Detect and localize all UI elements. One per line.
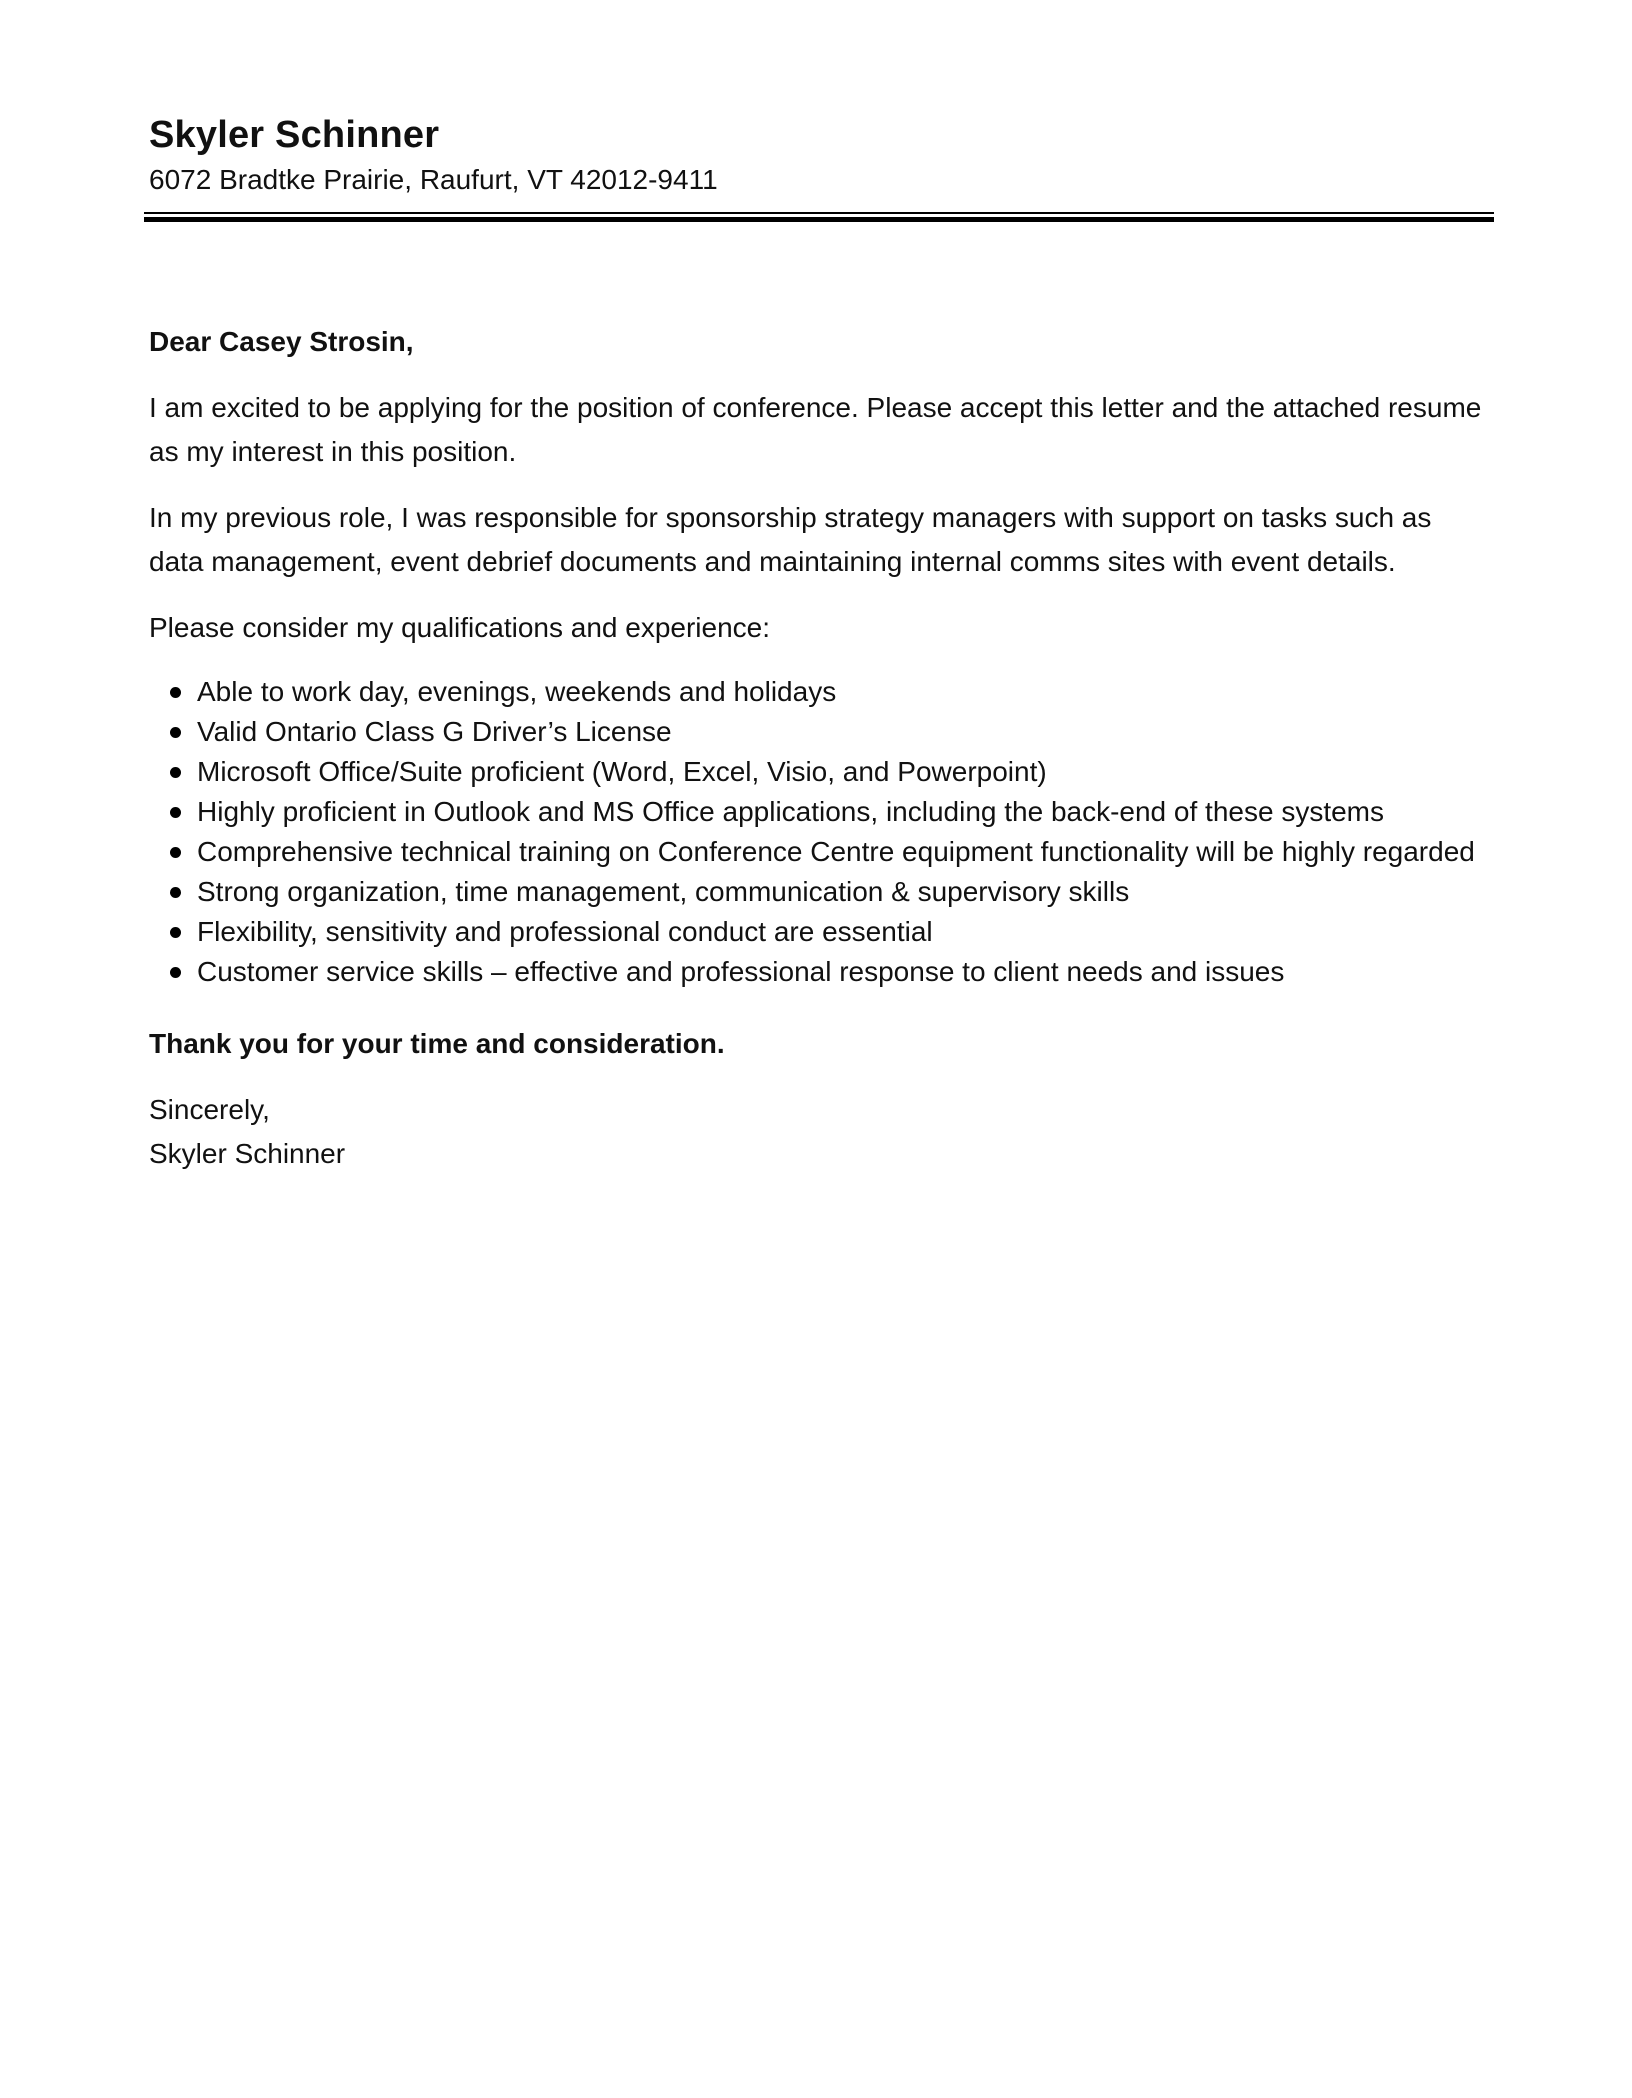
list-item (149, 952, 1489, 992)
list-item (149, 792, 1489, 832)
qualification-text: Strong organization, time management, communication & supervisory skills (197, 876, 1130, 907)
greeting: Dear Casey Strosin, (149, 326, 414, 357)
bullet-icon (170, 727, 181, 738)
closing: Sincerely, (149, 1094, 270, 1125)
bullet-icon (170, 847, 181, 858)
qualification-text: Microsoft Office/Suite proficient (Word, Excel, Visio, and Powerpoint) (197, 756, 1047, 787)
sender-address: 6072 Bradtke Prairie, Raufurt, VT 42012-9411 (149, 164, 718, 195)
bullet-icon (170, 967, 181, 978)
bullet-icon (170, 767, 181, 778)
list-item (149, 672, 1489, 712)
bullet-icon (170, 927, 181, 938)
list-item (149, 712, 1489, 752)
qualification-text: Flexibility, sensitivity and professional conduct are essential (197, 916, 933, 947)
qualifications-intro: Please consider my qualifications and experience: (149, 612, 771, 643)
sender-name: Skyler Schinner (149, 114, 440, 156)
signature: Skyler Schinner (149, 1138, 346, 1169)
qualification-text: Able to work day, evenings, weekends and holidays (197, 676, 837, 707)
experience-paragraph: In my previous role, I was responsible for sponsorship strategy managers with support on tasks such as data management, event debrief documents and maintaining internal comms sites with event details. (149, 502, 1432, 577)
bullet-icon (170, 687, 181, 698)
list-item (149, 912, 1489, 952)
bullet-icon (170, 807, 181, 818)
letter-body (149, 320, 1489, 1176)
qualification-text: Customer service skills – effective and professional response to client needs and issues (197, 956, 1285, 987)
qualification-text: Highly proficient in Outlook and MS Office applications, including the back-end of these systems (197, 796, 1384, 827)
letter-header (149, 110, 1489, 200)
bullet-icon (170, 887, 181, 898)
thanks-line: Thank you for your time and consideration. (149, 1028, 725, 1059)
qualification-text: Valid Ontario Class G Driver’s License (197, 716, 672, 747)
list-item (149, 832, 1489, 872)
qualification-text: Comprehensive technical training on Conference Centre equipment functionality will be highly regarded (197, 836, 1475, 867)
intro-paragraph: I am excited to be applying for the position of conference. Please accept this letter and the attached resume as my interest in this position. (149, 392, 1482, 467)
qualifications-list (149, 672, 1489, 992)
header-divider (144, 212, 1494, 222)
list-item (149, 872, 1489, 912)
list-item (149, 752, 1489, 792)
